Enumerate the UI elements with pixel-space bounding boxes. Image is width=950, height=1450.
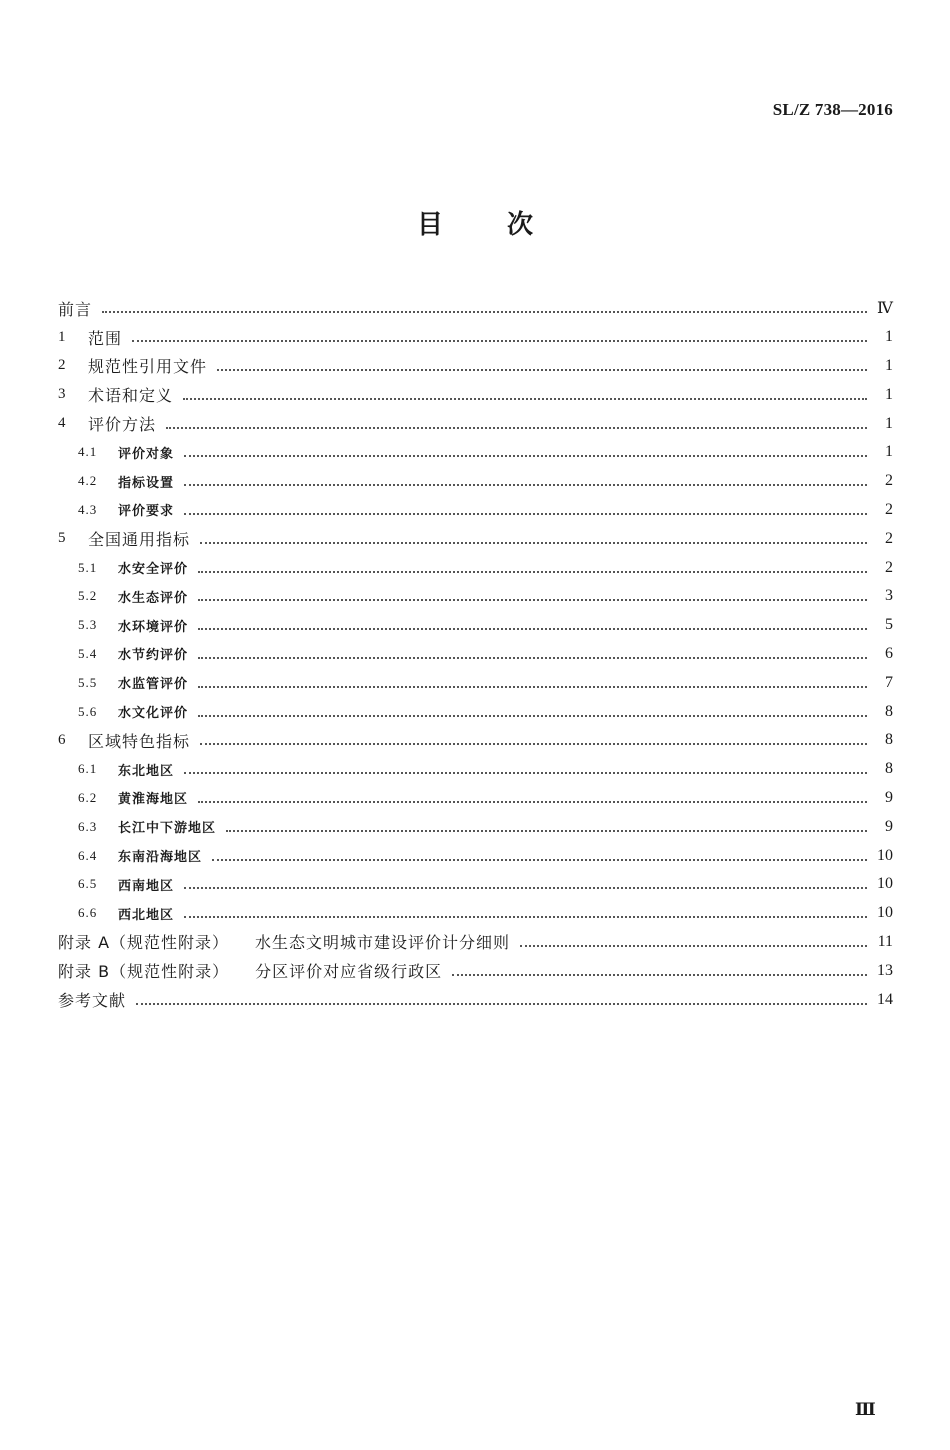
toc-entry	[58, 380, 893, 409]
toc-entry-number: 4.2	[78, 473, 98, 489]
toc-entry-title: 西北地区	[118, 907, 175, 923]
toc-subentry	[58, 640, 893, 669]
toc-entry-number: 6	[58, 731, 66, 748]
dot-leader	[184, 772, 867, 774]
toc-entry-title: 水环境评价	[118, 619, 189, 635]
toc-entry-title: 范围	[88, 328, 123, 348]
toc-entry	[58, 294, 893, 323]
toc-entry-title: 全国通用指标	[88, 530, 191, 550]
dot-leader	[184, 513, 867, 515]
toc-entry-number: 6.2	[78, 789, 98, 805]
toc-entry-page: 11	[877, 932, 893, 950]
toc-entry-page: 5	[885, 616, 893, 634]
dot-leader	[198, 715, 867, 717]
toc-entry-page: 1	[885, 356, 893, 374]
toc-entry-page: 8	[885, 760, 893, 778]
toc-entry-title: 评价方法	[88, 415, 157, 435]
dot-leader	[184, 455, 867, 457]
toc-entry-page: 2	[885, 500, 893, 518]
toc-subentry	[58, 812, 893, 841]
toc-entry-page: 10	[877, 904, 893, 922]
dot-leader	[226, 830, 867, 832]
toc-entry	[58, 409, 893, 438]
toc-entry-number: 5.6	[78, 703, 98, 719]
toc-appendix-entry	[58, 956, 893, 985]
dot-leader	[198, 801, 867, 803]
toc-entry-title: 水生态评价	[118, 590, 189, 606]
toc-entry	[58, 524, 893, 553]
dot-leader	[198, 571, 867, 573]
toc-entry-page: 10	[877, 875, 893, 893]
dot-leader	[212, 859, 867, 861]
toc-subentry	[58, 668, 893, 697]
toc-entry-page: Ⅳ	[877, 300, 893, 318]
toc-entry-title: 前言	[58, 299, 93, 319]
toc-entry-number: 6.6	[78, 905, 98, 921]
toc-entry-title: 评价对象	[118, 446, 175, 462]
toc-entry-title: 区域特色指标	[88, 731, 191, 751]
toc-subentry	[58, 553, 893, 582]
table-of-contents	[58, 294, 893, 1014]
toc-subentry	[58, 467, 893, 496]
dot-leader	[198, 628, 867, 630]
dot-leader	[200, 743, 867, 745]
dot-leader	[198, 686, 867, 688]
appendix-label: 附录 A（规范性附录）	[58, 933, 230, 953]
toc-subentry	[58, 784, 893, 813]
toc-entry-title: 东南沿海地区	[118, 850, 203, 866]
toc-entry-page: 9	[885, 788, 893, 806]
dot-leader	[452, 974, 867, 976]
toc-entry-page: 14	[877, 990, 893, 1008]
toc-entry-page: 10	[877, 846, 893, 864]
toc-entry	[58, 352, 893, 381]
dot-leader	[200, 542, 867, 544]
toc-entry-page: 9	[885, 817, 893, 835]
dot-leader	[198, 599, 867, 601]
toc-entry-title: 东北地区	[118, 763, 175, 779]
toc-entry-number: 4	[58, 415, 66, 432]
toc-appendix-entry	[58, 928, 893, 957]
dot-leader	[136, 1003, 867, 1005]
toc-entry-title: 分区评价对应省级行政区	[255, 962, 443, 982]
toc-entry-page: 13	[877, 961, 893, 979]
toc-subentry	[58, 899, 893, 928]
toc-entry-page: 7	[885, 673, 893, 691]
toc-entry-title: 水节约评价	[118, 648, 189, 664]
toc-entry	[58, 726, 893, 755]
toc-entry-page: 1	[885, 328, 893, 346]
standard-code: SL/Z 738—2016	[772, 100, 893, 119]
toc-entry-number: 2	[58, 357, 66, 374]
page-title: 目 次	[416, 210, 537, 240]
toc-entry-number: 4.1	[78, 444, 98, 460]
toc-entry-page: 2	[885, 472, 893, 490]
toc-entry-number: 5.1	[78, 559, 98, 575]
toc-entry-page: 2	[885, 558, 893, 576]
toc-entry-number: 6.4	[78, 847, 98, 863]
dot-leader	[520, 945, 867, 947]
toc-entry-title: 长江中下游地区	[118, 821, 217, 837]
dot-leader	[184, 484, 867, 486]
dot-leader	[183, 398, 867, 400]
toc-entry-title: 水文化评价	[118, 706, 189, 722]
toc-subentry	[58, 611, 893, 640]
toc-subentry	[58, 496, 893, 525]
toc-entry-title: 术语和定义	[88, 386, 174, 406]
toc-entry-title: 规范性引用文件	[88, 357, 208, 377]
toc-entry-page: 1	[885, 385, 893, 403]
toc-entry-title: 黄淮海地区	[118, 792, 189, 808]
toc-subentry	[58, 438, 893, 467]
toc-entry-number: 1	[58, 328, 66, 345]
toc-subentry	[58, 841, 893, 870]
dot-leader	[132, 340, 867, 342]
toc-entry-number: 6.1	[78, 761, 98, 777]
dot-leader	[184, 887, 867, 889]
toc-subentry	[58, 697, 893, 726]
toc-entry-number: 3	[58, 386, 66, 403]
toc-subentry	[58, 582, 893, 611]
toc-entry-page: 2	[885, 529, 893, 547]
toc-subentry	[58, 755, 893, 784]
appendix-label: 附录 B（规范性附录）	[58, 962, 230, 982]
toc-entry-number: 5.5	[78, 674, 98, 690]
dot-leader	[166, 427, 867, 429]
toc-entry-title: 水安全评价	[118, 562, 189, 578]
toc-entry	[58, 323, 893, 352]
toc-entry-number: 5.2	[78, 588, 98, 604]
toc-entry-page: 8	[885, 702, 893, 720]
dot-leader	[184, 916, 867, 918]
toc-entry-page: 8	[885, 731, 893, 749]
dot-leader	[102, 311, 867, 313]
toc-entry-number: 6.5	[78, 876, 98, 892]
toc-entry-number: 6.3	[78, 818, 98, 834]
toc-entry-page: 3	[885, 587, 893, 605]
toc-entry-page: 1	[885, 414, 893, 432]
toc-entry-number: 5.3	[78, 617, 98, 633]
dot-leader	[198, 657, 867, 659]
toc-entry-title: 参考文献	[58, 991, 127, 1011]
toc-entry	[58, 985, 893, 1014]
toc-subentry	[58, 870, 893, 899]
toc-entry-number: 5.4	[78, 645, 98, 661]
toc-entry-title: 指标设置	[118, 475, 175, 491]
toc-entry-title: 评价要求	[118, 504, 175, 520]
toc-entry-title: 西南地区	[118, 878, 175, 894]
toc-entry-page: 6	[885, 644, 893, 662]
toc-entry-number: 5	[58, 530, 66, 547]
toc-entry-number: 4.3	[78, 501, 98, 517]
toc-entry-page: 1	[885, 443, 893, 461]
page-number: Ⅲ	[855, 1400, 876, 1419]
toc-entry-title: 水监管评价	[118, 677, 189, 693]
toc-entry-title: 水生态文明城市建设评价计分细则	[255, 933, 511, 953]
dot-leader	[217, 369, 867, 371]
